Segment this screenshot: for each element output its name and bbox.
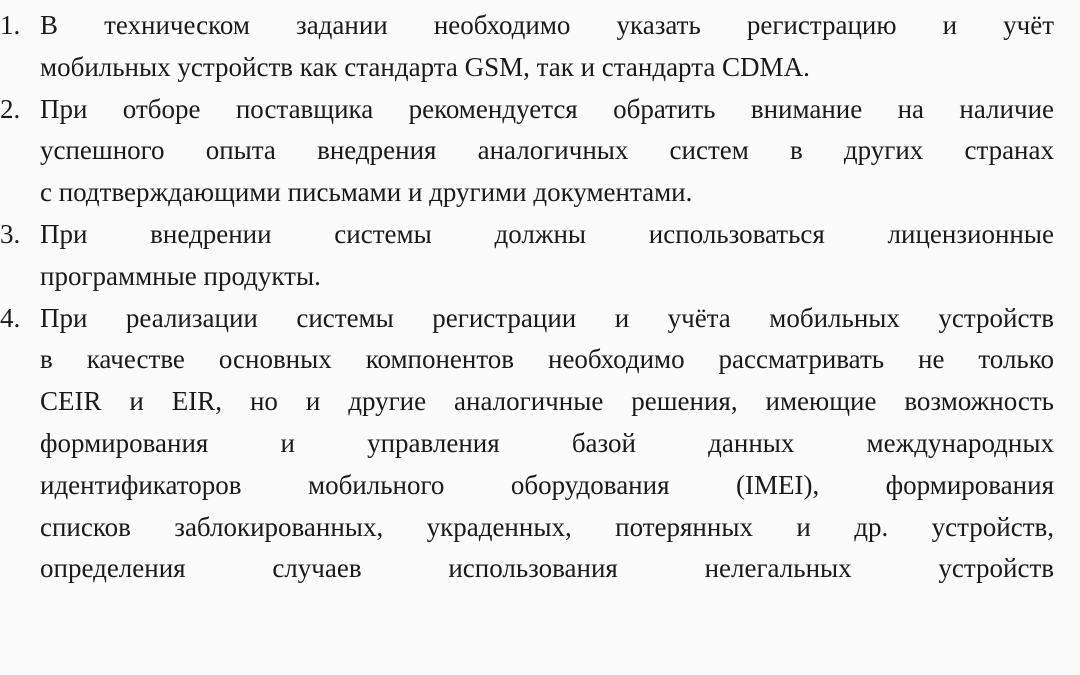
text-line: определения случаев использования нелегальных устройств [40,553,1054,584]
numbered-list [0,5,1080,590]
list-item-3 [0,214,1080,298]
item-number: 2. [0,93,21,124]
text-line: мобильных устройств как стандарта GSM, так и стандарта CDMA. [40,51,810,82]
text-line: успешного опыта внедрения аналогичных систем в других странах [40,135,1054,166]
text-line: программные продукты. [40,260,321,291]
text-line: списков заблокированных, украденных, потерянных и др. устройств, [40,511,1054,542]
list-item-4 [0,298,1080,591]
text-line: в качестве основных компонентов необходимо рассматривать не только [40,344,1054,375]
list-item-1 [0,5,1080,89]
text-line: с подтверждающими письмами и другими документами. [40,177,693,208]
text-line: идентификаторов мобильного оборудования (IMEI), формирования [40,469,1054,500]
item-number: 3. [0,218,21,249]
text-line: При внедрении системы должны использоваться лицензионные [40,218,1054,249]
text-line: формирования и управления базой данных международных [40,427,1054,458]
text-line: При реализации системы регистрации и учёта мобильных устройств [40,302,1054,333]
list-item-2 [0,89,1080,214]
text-line: При отборе поставщика рекомендуется обратить внимание на наличие [40,93,1054,124]
item-number: 4. [0,302,21,333]
text-line: В техническом задании необходимо указать регистрацию и учёт [40,10,1054,40]
text-line: CEIR и EIR, но и другие аналогичные решения, имеющие возможность [40,386,1054,417]
item-number: 1. [0,10,21,40]
